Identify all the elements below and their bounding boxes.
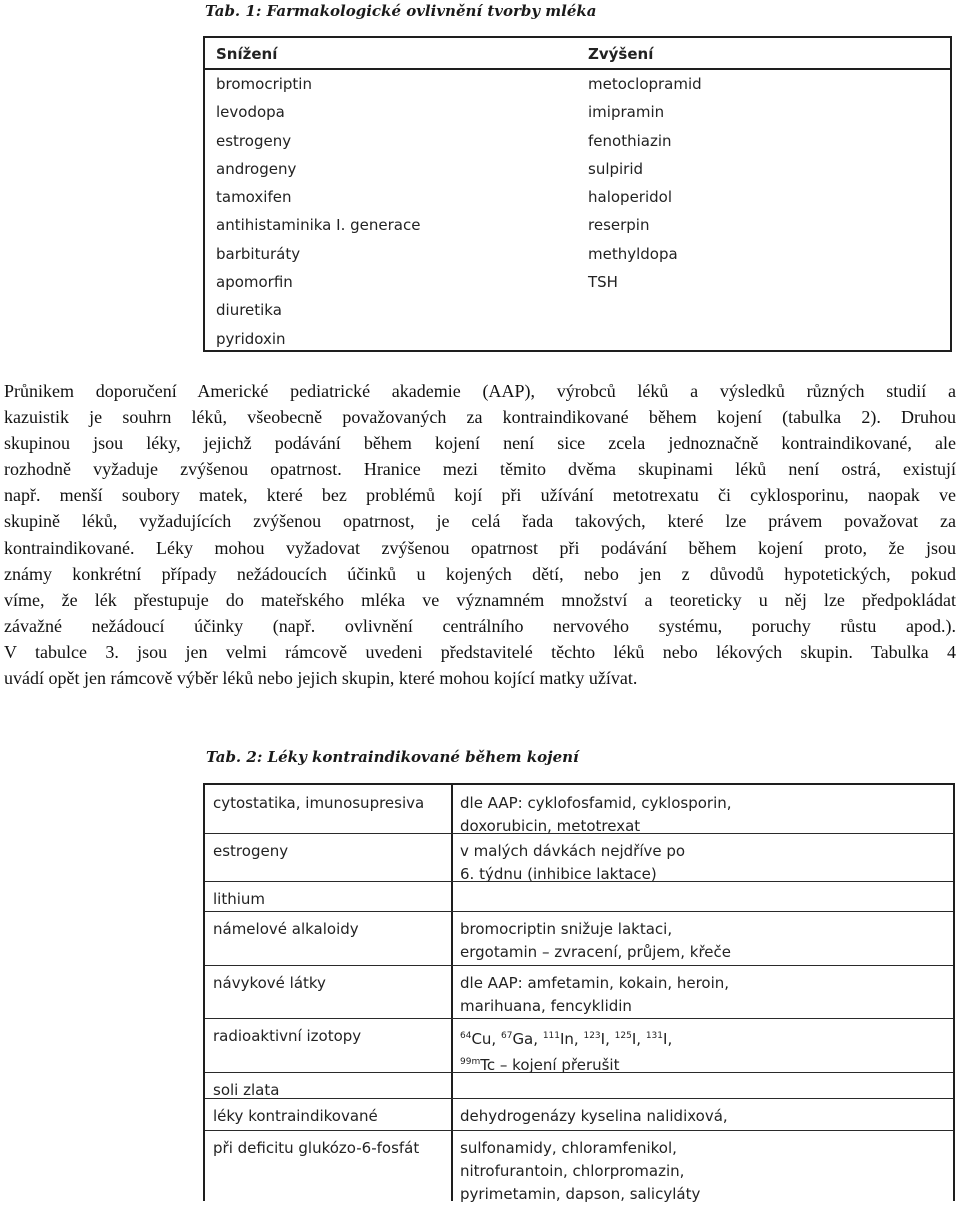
- table1-header: [205, 38, 950, 70]
- table1-right-column: [588, 74, 702, 300]
- paragraph-line: skupinou jsou léky, jejichž podávání během kojení není sice zcela jednoznačně kontraindikované, ale: [4, 433, 956, 454]
- table2-caption: [206, 748, 579, 766]
- table2-right-cell: [460, 1105, 950, 1128]
- table1-right-item: metoclopramid: [588, 75, 702, 93]
- table1-left-column: [216, 74, 420, 357]
- paragraph-line: kazuistik je souhrn léků, všeobecně považovaných za kontraindikované během kojení (tabulka 2). Druhou: [4, 407, 956, 428]
- table2-right-line: dehydrogenázy kyselina nalidixová,: [460, 1107, 728, 1125]
- table2-right-line: marihuana, fencyklidin: [460, 997, 632, 1015]
- table1-left-item: pyridoxin: [216, 329, 286, 348]
- table2-row: [205, 911, 953, 966]
- table2-caption-title: Léky kontraindikované během kojení: [267, 748, 579, 766]
- table2-row: [205, 1098, 953, 1131]
- paragraph-line: známy konkrétní případy nežádoucích účinků u kojených dětí, nebo jen z důvodů hypotetických, pokud: [4, 563, 956, 584]
- table1-right-item: sulpirid: [588, 159, 644, 178]
- table1-left-item: estrogeny: [216, 131, 292, 150]
- paragraph-line: kontraindikované. Léky mohou vyžadovat zvýšenou opatrnost při podávání během kojení proto, že jsou: [4, 537, 956, 558]
- paragraph-line: závažné nežádoucí účinky (např. ovlivnění centrálního nervového systému, poruchy růstu apod.).: [4, 615, 956, 636]
- paragraph-line: rozhodně vyžaduje zvýšenou opatrnost. Hranice mezi těmito dvěma skupinami léků není ostrá, existují: [4, 459, 956, 480]
- table2-right-line: doxorubicin, metotrexat: [460, 817, 641, 835]
- paragraph-line: víme, že lék přestupuje do mateřského mléka ve významném množství a teoreticky u něj lze předpokládat: [4, 589, 956, 610]
- table1-right-item: imipramin: [588, 103, 665, 122]
- table2-right-line: dle AAP: amfetamin, kokain, heroin,: [460, 974, 730, 992]
- table1-right-item: reserpin: [588, 216, 650, 235]
- table2-right-cell: [460, 1025, 950, 1077]
- table1-caption: [205, 2, 597, 20]
- table2-row: [205, 1018, 953, 1073]
- paragraph-line: Průnikem doporučení Americké pediatrické akademie (AAP), výrobců léků a výsledků různých studií a: [4, 381, 956, 401]
- table1-left-item: androgeny: [216, 159, 297, 178]
- paragraph-line: uvádí opět jen rámcově výběr léků nebo jejich skupin, které mohou kojící matky užívat.: [4, 668, 638, 689]
- table2-left-cell: při deficitu glukózo-6-fosfát: [213, 1139, 420, 1157]
- table1-right-item: methyldopa: [588, 244, 678, 263]
- body-paragraph: [4, 378, 956, 691]
- table2-left-cell: cytostatika, imunosupresiva: [213, 794, 425, 812]
- table1: [203, 36, 952, 352]
- table2-left-cell: radioaktivní izotopy: [213, 1027, 362, 1045]
- table2-right-line: sulfonamidy, chloramfenikol,: [460, 1139, 677, 1157]
- table1-left-item: bromocriptin: [216, 75, 312, 93]
- table2-caption-number: Tab. 2:: [206, 748, 263, 766]
- table1-header-right: Zvýšení: [588, 45, 654, 63]
- table2-left-cell: námelové alkaloidy: [213, 920, 359, 938]
- table1-right-item: TSH: [588, 273, 618, 292]
- table2: [203, 783, 955, 1201]
- table2-row: [205, 833, 953, 882]
- table2-row: [205, 965, 953, 1019]
- table2-right-line: $^{64}$Cu, $^{67}$Ga, $^{111}$In, $^{123}$I, $^{125}$I, $^{131}$I,: [460, 1030, 673, 1048]
- table2-right-line: v malých dávkách nejdříve po: [460, 842, 686, 860]
- table1-left-item: barbituráty: [216, 244, 301, 263]
- paragraph-line: V tabulce 3. jsou jen velmi rámcově uvedeni představitelé těchto léků nebo lékových skupin. Tabulka 4: [4, 641, 956, 662]
- table2-row: [205, 1072, 953, 1099]
- table2-right-line: nitrofurantoin, chlorpromazin,: [460, 1162, 685, 1180]
- table1-caption-number: Tab. 1:: [205, 2, 262, 20]
- table1-right-item: haloperidol: [588, 188, 672, 207]
- table2-right-cell: [460, 792, 950, 838]
- table2-row: [205, 1130, 953, 1203]
- table1-left-item: apomorfin: [216, 273, 293, 292]
- table2-right-line: pyrimetamin, dapson, salicyláty: [460, 1185, 701, 1203]
- table2-right-line: bromocriptin snižuje laktaci,: [460, 920, 673, 938]
- table1-left-item: levodopa: [216, 103, 285, 122]
- table1-caption-title: Farmakologické ovlivnění tvorby mléka: [266, 2, 597, 20]
- table1-left-item: tamoxifen: [216, 188, 292, 207]
- table2-right-line: ergotamin – zvracení, průjem, křeče: [460, 943, 731, 961]
- table2-right-cell: [460, 1137, 950, 1206]
- paragraph-line: skupině léků, vyžadujících zvýšenou opatrnost, je celá řada takových, které lze právem považovat za: [4, 511, 956, 532]
- table2-right-line: dle AAP: cyklofosfamid, cyklosporin,: [460, 794, 732, 812]
- table2-right-cell: [460, 840, 950, 886]
- table2-right-cell: [460, 918, 950, 964]
- table1-left-item: antihistaminika I. generace: [216, 216, 421, 235]
- table2-right-line: 6. týdnu (inhibice laktace): [460, 865, 657, 883]
- table1-left-item: diuretika: [216, 301, 282, 320]
- table1-right-item: fenothiazin: [588, 131, 672, 150]
- table2-right-cell: [460, 972, 950, 1018]
- table2-left-cell: estrogeny: [213, 842, 289, 860]
- table2-left-cell: soli zlata: [213, 1081, 280, 1099]
- table2-left-cell: návykové látky: [213, 974, 326, 992]
- table2-left-cell: lithium: [213, 890, 266, 908]
- table2-row: [205, 881, 953, 912]
- paragraph-line: např. menší soubory matek, které bez problémů kojí při užívání metotrexatu či cyklosporinu, naopak ve: [4, 485, 956, 506]
- table2-left-cell: léky kontraindikované: [213, 1107, 378, 1125]
- table2-right-line: $^{99m}$Tc – kojení přerušit: [460, 1056, 620, 1074]
- table2-row: [205, 785, 953, 834]
- table1-header-left: Snížení: [216, 45, 278, 63]
